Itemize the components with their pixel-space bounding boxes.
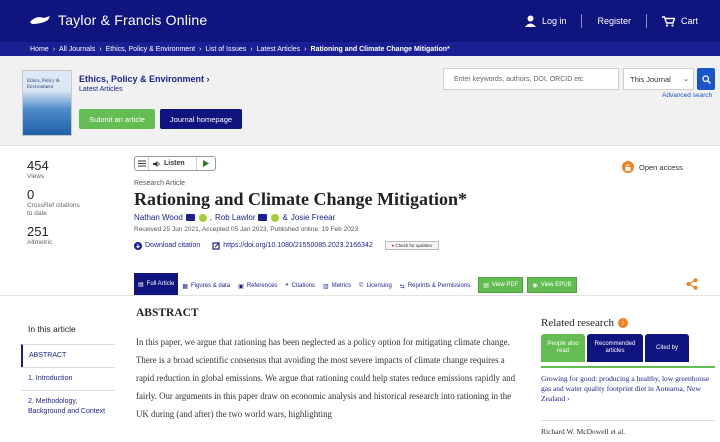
orcid-icon[interactable]	[271, 214, 279, 222]
author-1[interactable]: Nathan Wood	[134, 213, 183, 222]
orcid-icon[interactable]	[199, 214, 207, 222]
related-list	[541, 366, 715, 436]
related-item-title[interactable]: Growing for good: producing a healthy, low greenhouse gas and water quality footprint diet in Aotearoa, New Zealand ›	[541, 374, 710, 403]
email-icon[interactable]	[186, 214, 195, 221]
cart-icon	[662, 16, 675, 27]
journal-title[interactable]: Ethics, Policy & Environment ›	[79, 74, 210, 84]
author-separator: ,	[209, 213, 213, 222]
search-scope-select[interactable]: This Journal ⌄	[623, 68, 694, 90]
tab-full-article[interactable]: ▤ Full Article	[134, 273, 178, 295]
share-icon[interactable]	[686, 277, 698, 295]
abstract-heading: ABSTRACT	[136, 307, 199, 319]
lamp-icon	[28, 13, 52, 27]
download-citation-link[interactable]: Download citation	[134, 242, 200, 250]
play-icon[interactable]	[197, 160, 215, 167]
link-icon	[212, 242, 220, 250]
article-title: Rationing and Climate Change Mitigation*	[134, 189, 468, 209]
toc-item-abstract[interactable]: ABSTRACT	[21, 344, 115, 367]
article-type: Research Article	[134, 180, 185, 187]
tab-metrics[interactable]: ▥ Metrics	[323, 283, 352, 290]
chevron-down-icon: ⌄	[683, 76, 689, 83]
breadcrumb-all-journals[interactable]: All Journals	[59, 45, 96, 53]
email-icon[interactable]	[258, 214, 267, 221]
related-research-heading: Related research i	[541, 317, 628, 329]
register-link[interactable]: Register	[597, 16, 631, 26]
open-access-badge: Open access	[622, 161, 683, 173]
journal-cover[interactable]: Ethics, Policy & Environment	[22, 70, 72, 136]
download-icon	[134, 242, 142, 250]
breadcrumb: Home › All Journals › Ethics, Policy & Environment › List of Issues › Latest Articles › Rationing and Climate Change Mitigation*	[0, 42, 720, 56]
tab-cited-by[interactable]: Cited by	[645, 334, 689, 362]
tab-divider	[0, 295, 720, 296]
top-bar	[0, 0, 720, 42]
article-dates: Received 25 Jun 2021, Accepted 05 Jan 2023, Published online: 19 Feb 2023	[134, 226, 359, 233]
toc-item-introduction[interactable]: 1. Introduction	[21, 367, 115, 390]
tab-citations[interactable]: ❞ Citations	[285, 283, 315, 290]
user-icon	[525, 15, 536, 27]
search-button[interactable]	[697, 68, 715, 90]
menu-icon[interactable]	[135, 157, 149, 170]
tab-people-also-read[interactable]: People also read	[541, 334, 585, 362]
author-3[interactable]: Josie Freear	[290, 213, 336, 222]
advanced-search-link[interactable]: Advanced search	[662, 92, 713, 99]
view-pdf-button[interactable]: ▤ View PDF	[478, 277, 523, 293]
author-2[interactable]: Rob Lawlor	[215, 213, 256, 222]
author-list	[134, 213, 335, 222]
related-item-author: Richard W. McDowell et al.	[541, 420, 715, 436]
search-input[interactable]: Enter keywords, authors, DOI, ORCID etc	[443, 68, 619, 90]
abstract-text: In this paper, we argue that rationing has been neglected as a policy option for mitigating climate change. There is a broad scientific consensus that avoiding the most severe impacts of climate change requires a rapid reduction in global emissions. We argue that rationing could help states reduce emissions rapidly and fairly. Our arguments in this paper draw on economic analysis and historical research into rationing in the UK during (and after) the two world wars, highlighting	[136, 337, 516, 419]
cart-link[interactable]: Cart	[662, 16, 698, 27]
toc-item-methodology[interactable]: 2. Methodology, Background and Context	[21, 390, 115, 423]
article-tabs	[134, 275, 720, 295]
toc-heading: In this article	[28, 324, 76, 334]
view-epub-button[interactable]: ◉ View EPUB	[527, 277, 576, 293]
submit-article-button[interactable]: Submit an article	[79, 109, 155, 129]
tab-licensing[interactable]: © Licensing	[359, 283, 392, 289]
breadcrumb-current: Rationing and Climate Change Mitigation*	[310, 45, 450, 53]
brand-logo[interactable]	[28, 12, 207, 28]
listen-button[interactable]: Listen	[149, 157, 197, 170]
author-amp: &	[282, 213, 288, 222]
table-of-contents	[21, 344, 115, 423]
metric-crossref: 0 CrossRef citations to date	[27, 187, 80, 217]
breadcrumb-home[interactable]: Home	[30, 45, 49, 53]
tab-figures-data[interactable]: ▦ Figures & data	[182, 283, 231, 290]
journal-homepage-button[interactable]: Journal homepage	[160, 109, 242, 129]
metric-views: 454 Views	[27, 158, 49, 180]
listen-widget	[134, 156, 216, 171]
breadcrumb-latest[interactable]: Latest Articles	[256, 45, 301, 53]
breadcrumb-journal[interactable]: Ethics, Policy & Environment	[105, 45, 196, 53]
brand-name: Taylor & Francis Online	[58, 12, 208, 28]
article-metrics	[27, 158, 117, 253]
doi-link[interactable]: https://doi.org/10.1080/21550085.2023.2166342	[212, 242, 372, 250]
journal-sub[interactable]: Latest Articles	[79, 86, 123, 93]
info-icon[interactable]: i	[618, 318, 628, 328]
open-lock-icon	[622, 161, 634, 173]
tab-recommended-articles[interactable]: Recommended articles	[587, 334, 643, 362]
related-tabs	[541, 334, 691, 362]
tab-references[interactable]: ▣ References	[238, 283, 278, 290]
tab-reprints[interactable]: ⇆ Reprints & Permissions	[399, 283, 471, 290]
search-icon	[702, 75, 711, 84]
check-for-updates-badge[interactable]: ● Check for updates	[385, 241, 439, 250]
speaker-icon	[153, 160, 161, 168]
breadcrumb-issues[interactable]: List of Issues	[205, 45, 247, 53]
metric-altmetric[interactable]: 251 Altmetric	[27, 224, 53, 246]
login-link[interactable]: Log in	[525, 15, 567, 27]
